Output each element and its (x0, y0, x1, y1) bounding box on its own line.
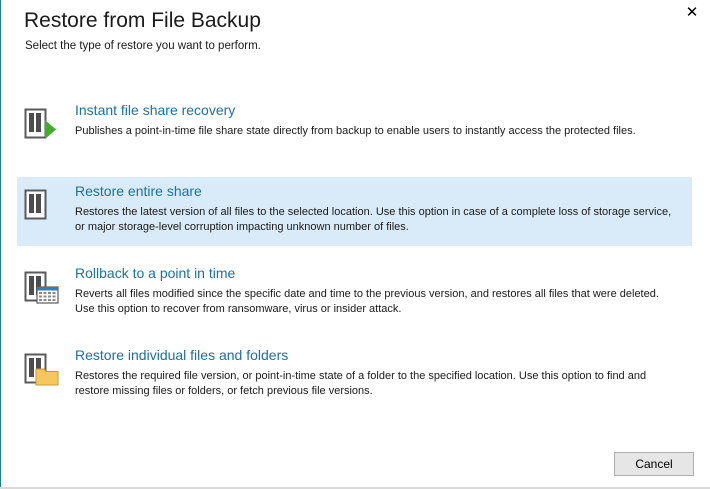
option-rollback-point-in-time[interactable] (17, 259, 692, 329)
option-instant-file-share-recovery[interactable] (17, 96, 692, 166)
option-title: Rollback to a point in time (75, 265, 236, 281)
server-calendar-icon (24, 269, 60, 305)
option-description: Restores the required file version, or point-in-time state of a folder to the specified location. Use this option to find and restore missing files or folders, or fetch previous file versions. (75, 370, 647, 397)
option-restore-individual-files[interactable] (17, 341, 692, 411)
option-description: Restores the latest version of all files to the selected location. Use this option in case of a complete loss of storage service, or major storage-level corruption impacting unknown number of files. (75, 206, 672, 233)
server-icon (24, 187, 60, 223)
option-title: Restore individual files and folders (75, 347, 289, 363)
option-title: Restore entire share (75, 183, 202, 199)
dialog-subtitle: Select the type of restore you want to perform. (25, 40, 261, 52)
close-icon[interactable]: ✕ (685, 4, 699, 21)
option-description: Publishes a point-in-time file share state directly from backup to enable users to instantly access the protected files. (75, 125, 636, 137)
option-title: Instant file share recovery (75, 102, 236, 118)
cancel-button[interactable]: Cancel (614, 452, 694, 476)
dialog-title: Restore from File Backup (24, 9, 261, 32)
window-border (0, 0, 1, 489)
server-folder-icon (24, 351, 60, 387)
option-description: Reverts all files modified since the specific date and time to the previous version, and restores all files that were deleted. Use this option to recover from ransomware, virus or insider attack. (75, 288, 659, 315)
server-play-icon (24, 106, 60, 142)
option-restore-entire-share[interactable] (17, 177, 692, 246)
